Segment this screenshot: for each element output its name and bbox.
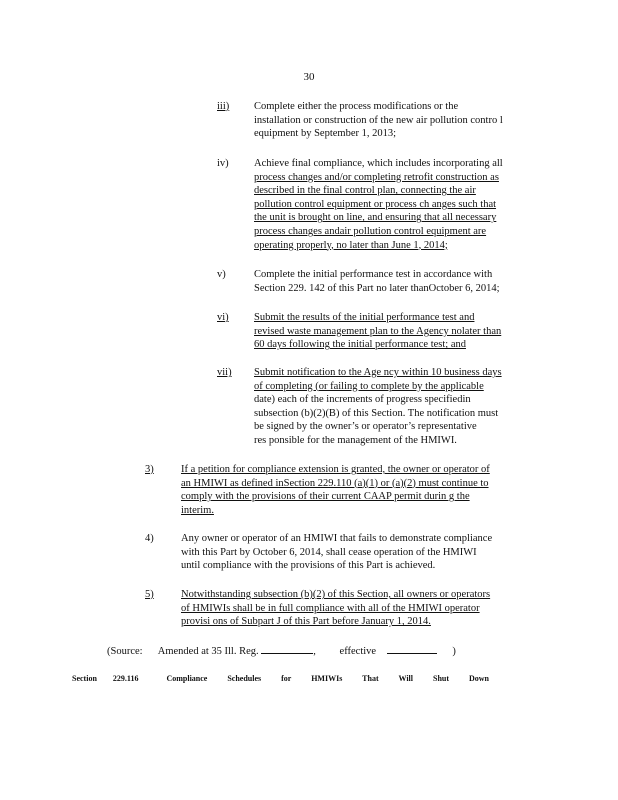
text-line: Achieve final compliance, which includes incorporating all [254, 158, 503, 169]
item-number: 5) [145, 589, 154, 600]
item-text [254, 100, 558, 141]
item-number: 4) [145, 533, 154, 544]
section-heading [72, 674, 489, 683]
item-number: 3) [145, 464, 154, 475]
item-text [254, 311, 558, 352]
item-number: vi) [217, 312, 229, 323]
item-text [181, 463, 541, 517]
text-line: subsection (b)(2)(B) of this Section. The notification must [254, 407, 499, 419]
item-text [181, 588, 541, 629]
section-title: Compliance Schedules for HMIWIs That Will Shut Down [166, 674, 490, 683]
text-line: of HMIWIs shall be in full compliance with all of the HMIWI operator [181, 602, 480, 614]
item-text [254, 157, 558, 252]
text-line: of completing (or failing to complete by the applicable [254, 380, 484, 392]
text-line: equipment by September 1, 2013; [254, 128, 397, 140]
text-line: until compliance with the provisions of this Part is achieved. [181, 560, 436, 572]
text-line: Submit the results of the initial performance test and [254, 312, 475, 323]
source-note [107, 644, 456, 657]
item-text [254, 366, 558, 448]
text-line: Section 229. 142 of this Part no later thanOctober 6, 2014; [254, 282, 500, 294]
text-line: provisi ons of Subpart J of this Part before January 1, 2014. [181, 616, 431, 628]
register-blank [261, 644, 313, 654]
item-number: iv) [217, 158, 229, 169]
text-line: date) each of the increments of progress specifiedin [254, 394, 471, 406]
text-line: pollution control equipment or process ch anges such that [254, 198, 497, 210]
source-open: (Source: [107, 646, 143, 657]
item-number: v) [217, 269, 226, 280]
text-line: Submit notification to the Age ncy within 10 business days [254, 367, 502, 378]
text-line: installation or construction of the new air pollution contro l [254, 114, 503, 126]
text-line: interim. [181, 504, 214, 516]
text-line: described in the final control plan, connecting the air [254, 185, 476, 197]
item-number: vii) [217, 367, 232, 378]
source-close: ) [452, 646, 456, 657]
text-line: revised waste management plan to the Agency nolater than [254, 325, 502, 337]
source-amended: Amended at 35 Ill. Reg. [157, 646, 259, 657]
item-text [254, 268, 558, 295]
page-number: 30 [303, 71, 315, 83]
source-effective: effective [339, 646, 377, 657]
text-line: comply with the provisions of their current CAAP permit durin g the [181, 491, 470, 503]
text-line: 60 days following the initial performance test; and [254, 339, 466, 351]
item-text [181, 532, 541, 573]
text-line: operating properly, no later than June 1, 2014; [254, 239, 448, 251]
text-line: the unit is brought on line, and ensuring that all necessary [254, 212, 497, 224]
source-comma: , [313, 646, 316, 657]
text-line: If a petition for compliance extension is granted, the owner or operator of [181, 464, 490, 475]
text-line: process changes and/or completing retrofit construction as [254, 171, 499, 183]
text-line: Complete either the process modifications or the [254, 101, 459, 112]
text-line: Notwithstanding subsection (b)(2) of this Section, all owners or operators [181, 589, 491, 600]
item-number: iii) [217, 101, 230, 112]
section-number: 229.116 [112, 674, 139, 683]
text-line: an HMIWI as defined inSection 229.110 (a)(1) or (a)(2) must continue to [181, 477, 489, 489]
text-line: res ponsible for the management of the HMIWI. [254, 434, 457, 446]
text-line: Complete the initial performance test in accordance with [254, 269, 493, 280]
text-line: be signed by the owner’s or operator’s representative [254, 421, 477, 433]
text-line: Any owner or operator of an HMIWI that fails to demonstrate compliance [181, 533, 493, 544]
text-line: process changes andair pollution control equipment are [254, 225, 487, 237]
effective-date-blank [387, 644, 437, 654]
section-label: Section [72, 674, 97, 683]
text-line: with this Part by October 6, 2014, shall cease operation of the HMIWI [181, 546, 477, 558]
